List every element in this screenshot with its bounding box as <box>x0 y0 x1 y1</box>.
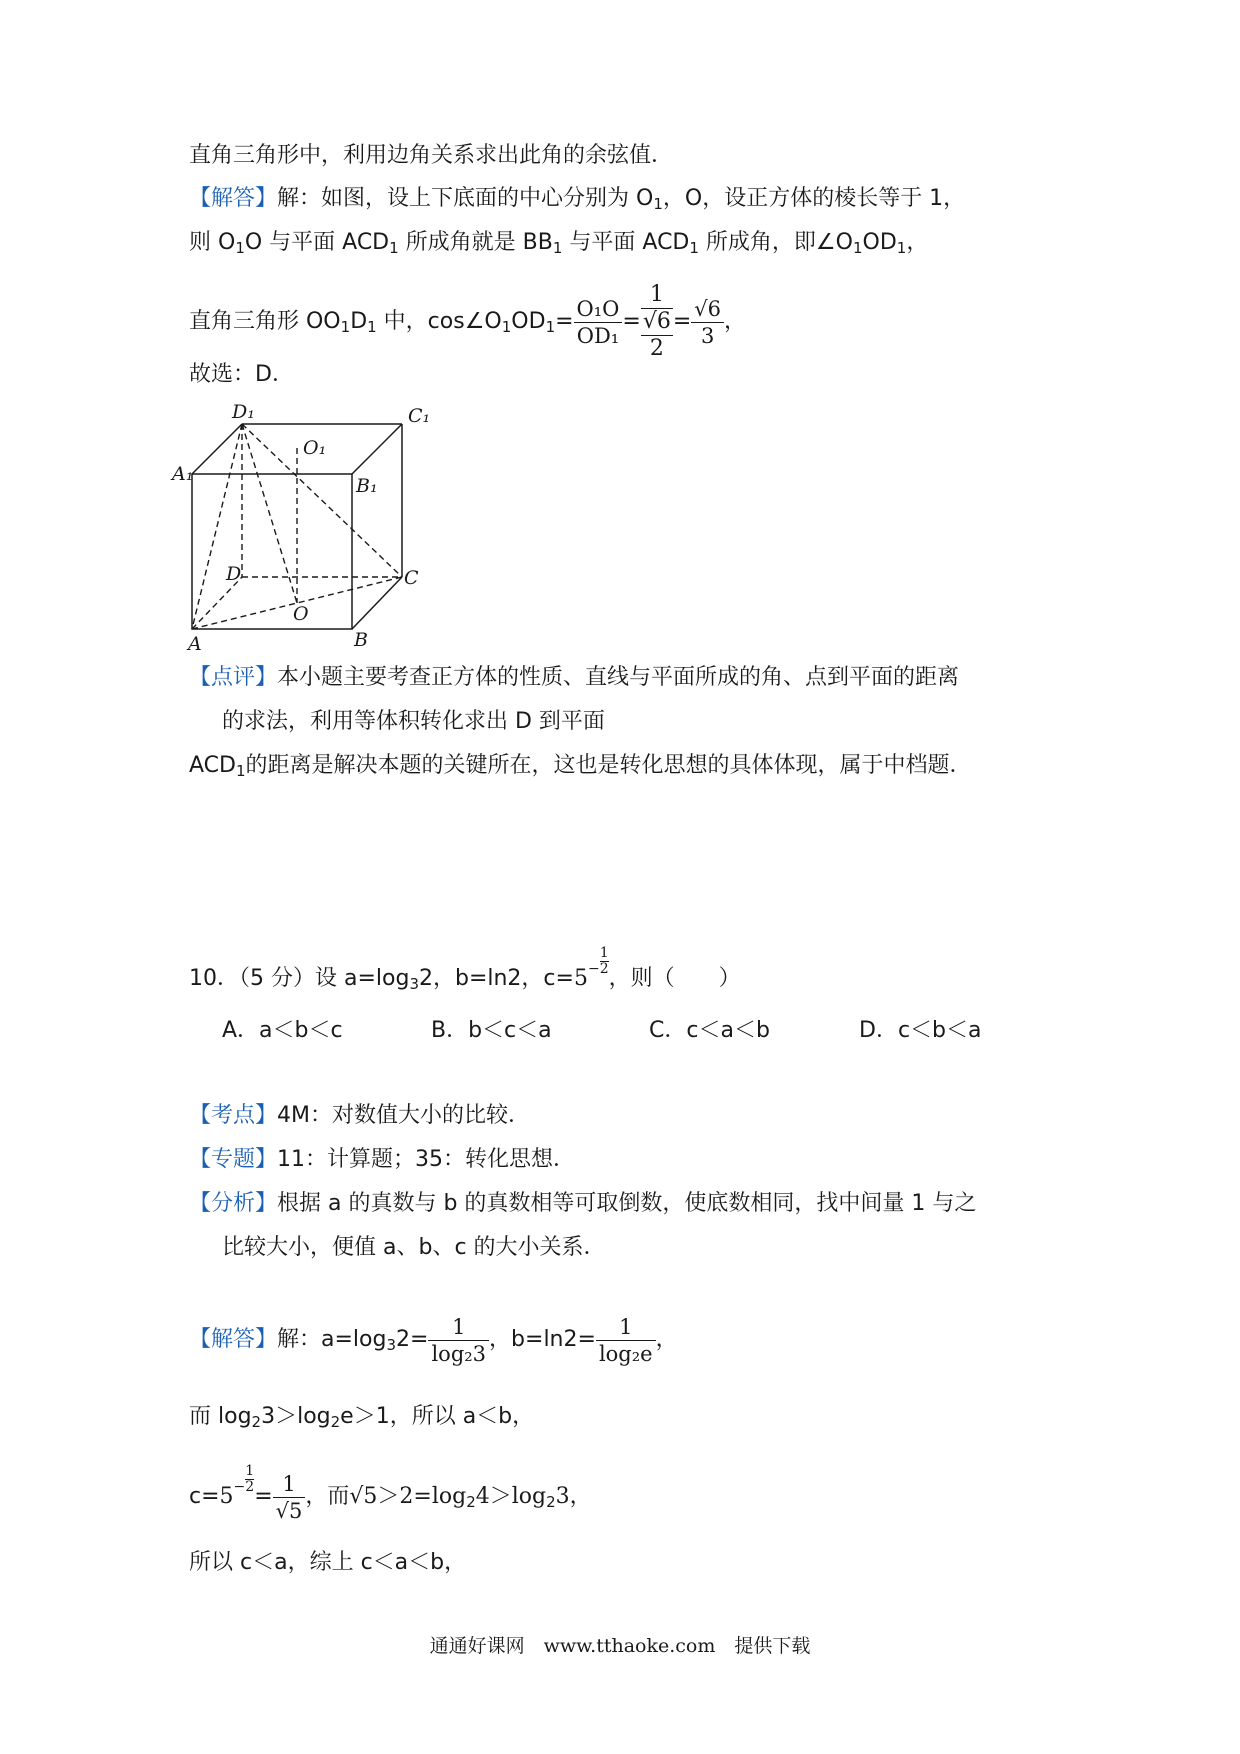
option-a: A．a＜b＜c <box>222 1018 343 1043</box>
text-line <box>189 141 673 171</box>
question-text: ，则（ ） <box>608 966 741 991</box>
label-o1: O₁ <box>303 437 327 459</box>
subscript: 1 <box>545 318 556 336</box>
question-text: 2，b=ln2，c= <box>418 966 574 991</box>
label-c: C <box>404 567 419 589</box>
analysis-line <box>189 1189 976 1219</box>
topic-tag: 【专题】 <box>189 1147 278 1172</box>
text-line <box>189 228 928 258</box>
analysis-text: 比较大小，便值 a、b、c 的大小关系． <box>222 1235 606 1260</box>
comparison-line <box>189 1402 534 1432</box>
subscript: 1 <box>896 239 907 257</box>
answer-text: ，b=ln2= <box>489 1327 596 1352</box>
subscript: 1 <box>389 239 399 257</box>
text-part: ＞2=log <box>377 1484 467 1509</box>
key-point-line <box>189 1101 530 1131</box>
edge-a1d1 <box>192 424 242 474</box>
subscript: 1 <box>340 318 351 336</box>
subscript: 3 <box>409 975 419 993</box>
question-text: 10．（5 分）设 a=log <box>189 966 410 991</box>
text-part: 所成角，即∠O <box>698 230 853 255</box>
power-base: 5 <box>219 1484 234 1509</box>
answer-tag: 【解答】 <box>189 186 278 211</box>
topic-line <box>189 1145 575 1175</box>
text-part: O 与平面 ACD <box>244 230 390 255</box>
solution-text: 直角三角形中，利用边角关系求出此角的余弦值． <box>189 143 674 168</box>
label-c1: C₁ <box>408 405 431 427</box>
choice-line <box>189 360 294 390</box>
subscript: 2 <box>330 1413 341 1431</box>
answer-text: 解：a=log <box>277 1327 387 1352</box>
subscript: 2 <box>546 1493 556 1511</box>
label-d1: D₁ <box>232 401 255 423</box>
label-a1: A₁ <box>172 463 194 485</box>
footer-text: 通通好课网 www.tthaoke.com 提供下载 <box>429 1635 811 1657</box>
label-b1: B₁ <box>356 475 378 497</box>
text-part: 3， <box>555 1484 592 1509</box>
page-footer <box>0 1631 1240 1658</box>
power-expression <box>574 946 609 1001</box>
text-part: 而 log <box>189 1404 252 1429</box>
formula-line <box>189 282 746 362</box>
text-part: OD <box>862 230 897 255</box>
option-b: B．b＜c＜a <box>431 1018 552 1043</box>
answer-line-2 <box>189 1310 678 1370</box>
subscript: 1 <box>501 318 512 336</box>
equals: = <box>254 1484 273 1509</box>
fraction-1-over-log23: $\frac{1}{\text{log₂3}}$ <box>428 1314 489 1367</box>
label-a: A <box>188 633 202 655</box>
text-part: 与平面 ACD <box>562 230 690 255</box>
fraction-sqrt6-over-3: $\frac{√6}{3}$ <box>691 296 724 349</box>
analysis-tag: 【分析】 <box>189 1191 278 1216</box>
text-part: ， <box>724 309 747 334</box>
conclusion-text: 所以 c＜a，综上 c＜a＜b， <box>189 1550 467 1575</box>
label-o: O <box>293 603 309 625</box>
c-value-line <box>189 1464 592 1524</box>
front-face <box>192 474 352 629</box>
fraction-o1o-over-od1: $\frac{\text{O₁O}}{\text{OD₁}}$ <box>574 296 623 349</box>
cube-figure <box>172 401 450 665</box>
text-part: 则 O <box>189 230 236 255</box>
text-part: 直角三角形 OO <box>189 309 341 334</box>
equals: = <box>672 309 692 334</box>
subscript: 2 <box>251 1413 262 1431</box>
comment-line <box>222 707 605 737</box>
text-part: = <box>555 309 574 334</box>
text-part: e＞1，所以 a＜b， <box>340 1404 535 1429</box>
comment-text: ACD <box>189 753 236 778</box>
subscript: 1 <box>689 239 699 257</box>
option-d: D．c＜b＜a <box>859 1018 982 1043</box>
comment-text: 的求法，利用等体积转化求出 D 到平面 <box>222 709 605 734</box>
text-part: D <box>350 309 368 334</box>
answer-text: 2= <box>396 1327 429 1352</box>
subscript: 1 <box>235 239 245 257</box>
exp-fraction: $\frac{1}{2}$ <box>599 945 609 977</box>
comment-text: 的距离是解决本题的关键所在，这也是转化思想的具体体现，属于中档题． <box>245 753 972 778</box>
comment-text: 本小题主要考查正方体的性质、直线与平面所成的角、点到平面的距离 <box>277 665 960 690</box>
question-10 <box>189 945 741 993</box>
power-expression <box>220 1464 255 1527</box>
comment-line <box>189 751 972 781</box>
text-part: c= <box>189 1484 220 1509</box>
fraction-1-over-log2e: $\frac{1}{\text{log₂e}}$ <box>596 1314 656 1367</box>
analysis-line <box>222 1233 606 1263</box>
text-part: 中，cos∠O <box>376 309 502 334</box>
text-part: ， <box>906 230 929 255</box>
exp-sign: − <box>233 1479 246 1495</box>
key-point-tag: 【考点】 <box>189 1103 278 1128</box>
label-d: D <box>226 563 242 585</box>
edge-d1o <box>242 424 297 603</box>
text-part: ，而 <box>305 1484 350 1509</box>
fraction-1-over-sqrt6-over-2: 1 √6 2 <box>642 282 671 361</box>
answer-tag: 【解答】 <box>189 1327 278 1352</box>
answer-text: ， <box>655 1327 678 1352</box>
subscript: 1 <box>235 762 246 780</box>
answer-line <box>189 184 965 214</box>
analysis-text: 根据 a 的真数与 b 的真数相等可取倒数，使底数相同，找中间量 1 与之 <box>277 1191 977 1216</box>
edge-b1c1 <box>352 424 402 474</box>
power-base: 5 <box>573 966 588 991</box>
text-part: 4＞log <box>475 1484 547 1509</box>
subscript: 2 <box>466 1493 476 1511</box>
comment-line <box>189 663 959 693</box>
label-b: B <box>354 629 368 651</box>
choice-text: 故选：D． <box>189 362 294 387</box>
option-c: C．c＜a＜b <box>649 1018 770 1043</box>
edge-d1a <box>192 424 242 629</box>
topic-text: 11：计算题；35：转化思想． <box>277 1147 576 1172</box>
subscript: 1 <box>552 239 563 257</box>
exp-sign: − <box>587 961 600 977</box>
answer-text: 解：如图，设上下底面的中心分别为 O <box>277 186 654 211</box>
sqrt-5: √5 <box>349 1484 378 1509</box>
comment-tag: 【点评】 <box>189 665 278 690</box>
exp-fraction: $\frac{1}{2}$ <box>245 1463 255 1495</box>
edge-bc <box>352 577 402 629</box>
text-part: 3＞log <box>261 1404 331 1429</box>
conclusion-line <box>189 1548 466 1578</box>
text-part: OD <box>511 309 546 334</box>
subscript: 1 <box>852 239 863 257</box>
subscript: 3 <box>386 1336 397 1354</box>
subscript: 1 <box>367 318 377 336</box>
subscript: 1 <box>653 195 663 213</box>
fraction-1-over-sqrt5: $\frac{1}{√5}$ <box>273 1471 306 1524</box>
equals: = <box>622 309 641 334</box>
text-part: 所成角就是 BB <box>398 230 553 255</box>
key-point-text: 4M：对数值大小的比较． <box>277 1103 530 1128</box>
answer-text-cont: ，O，设正方体的棱长等于 1， <box>662 186 966 211</box>
